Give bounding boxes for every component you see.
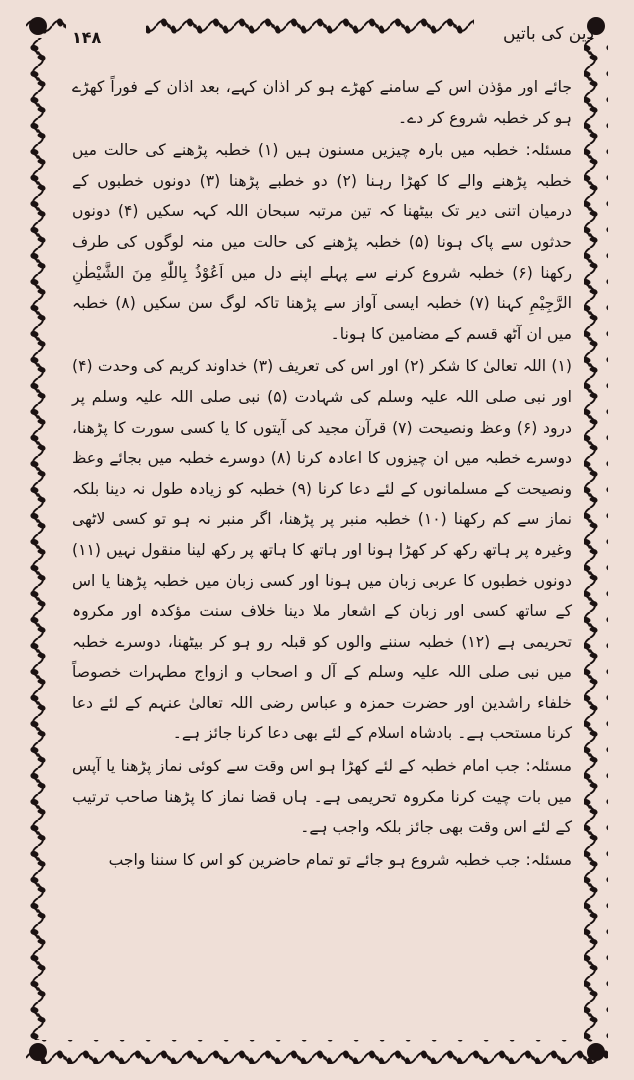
- paragraph-4: مسئلہ: جب امام خطبہ کے لئے کھڑا ہو اس وقت سے کوئی نماز پڑھنا یا آپس میں بات چیت کرنا مکروہ تحریمی ہے۔ ہاں قضا نماز کا پڑھنا صاحب ترتیب کے لئے اس وقت بھی جائز بلکہ واجب ہے۔: [72, 757, 572, 837]
- running-header-title: دین کی باتیں: [502, 24, 594, 44]
- paragraph-5: مسئلہ: جب خطبہ شروع ہو جائے تو تمام حاضرین کو اس کا سننا واجب: [108, 850, 572, 869]
- page-body: [72, 72, 572, 1042]
- page-number: ۱۴۸: [72, 28, 102, 47]
- paragraph-1: جائے اور مؤذن اس کے سامنے کھڑے ہو کر اذان کہے، بعد اذان کے فوراً کھڑے ہو کر خطبہ شروع کر دے۔: [72, 78, 572, 127]
- paragraph-3: (۱) اللہ تعالیٰ کا شکر (۲) اور اس کی تعریف (۳) خداوند کریم کی وحدت (۴) اور نبی صلی اللہ علیہ وسلم کی شہادت (۵) نبی صلی اللہ علیہ وسلم پر درود (۶) وعظ ونصیحت (۷) قرآن مجید کی آیتوں کا یا کسی سورت کا پڑھنا، دوسرے خطبہ میں ان چیزوں کا اعادہ کرنا (۸) دوسرے خطبہ میں بجائے وعظ ونصیحت کے مسلمانوں کے لئے دعا کرنا (۹) خطبہ کو زیادہ طول نہ دینا بلکہ نماز سے کم رکھنا (۱۰) خطبہ منبر پر پڑھنا، اگر منبر نہ ہو تو کسی لاٹھی وغیرہ پر ہاتھ رکھ کر کھڑا ہونا اور ہاتھ کا ہاتھ پر رکھ لینا منقول نہیں (۱۱) دونوں خطبوں کا عربی زبان میں ہونا اور کسی زبان میں خطبہ پڑھنا یا اس کے ساتھ کسی اور زبان کے اشعار ملا دینا خلاف سنت مؤکدہ اور مکروہ تحریمی ہے (۱۲) خطبہ سننے والوں کو قبلہ رو ہو کر بیٹھنا، دوسرے خطبہ میں نبی صلی اللہ علیہ وسلم کے آل و اصحاب و ازواج مطہرات خصوصاً خلفاء راشدین اور حضرت حمزہ و عباس رضی اللہ تعالیٰ عنہم کے لئے دعا کرنا مستحب ہے۔ بادشاہ اسلام کے لئے بھی دعا کرنا جائز ہے۔: [72, 357, 573, 743]
- paragraph-2: مسئلہ: خطبہ میں بارہ چیزیں مسنون ہیں (۱) خطبہ پڑھنے کی حالت میں خطبہ پڑھنے والے کا کھڑا رہنا (۲) دو خطبے پڑھنا (۳) دونوں خطبوں کے درمیان اتنی دیر تک بیٹھنا کہ تین مرتبہ سبحان اللہ کہہ سکیں (۴) دونوں حدثوں سے پاک ہونا (۵) خطبہ پڑھنے کی حالت میں منہ لوگوں کی طرف رکھنا (۶) خطبہ شروع کرنے سے پہلے اپنے دل میں اَعُوْذُ بِاللّٰهِ مِنَ الشَّيْطٰنِ الرَّجِيْمِ کہنا (۷) خطبہ ایسی آواز سے پڑھنا تاکہ لوگ سن سکیں (۸) خطبہ میں ان آٹھ قسم کے مضامین کا ہونا۔: [72, 141, 573, 343]
